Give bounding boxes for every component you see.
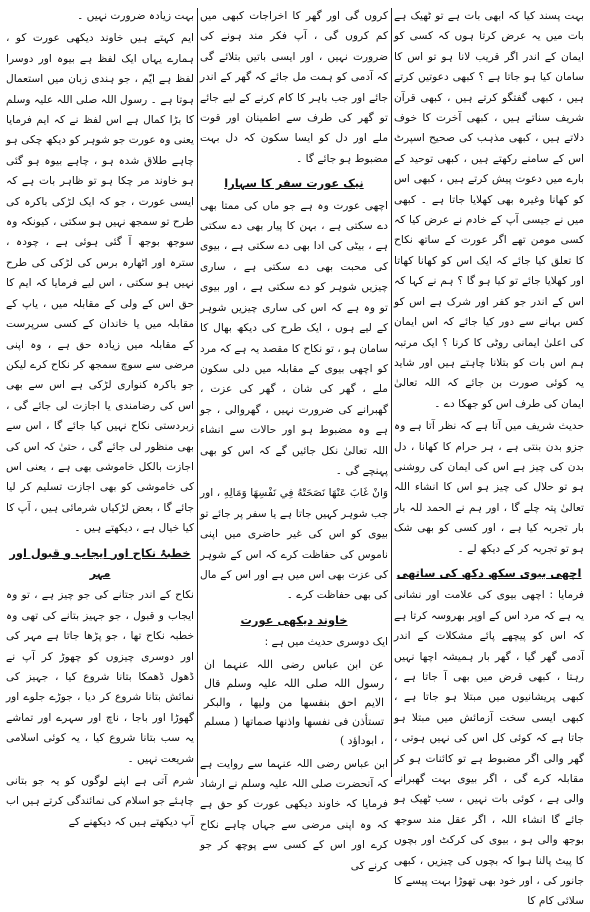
text-column-middle <box>200 6 388 872</box>
paragraph: ابن عباس رضی اللہ عنہما سے روایت ہے کہ آنحضرت صلی اللہ علیہ وسلم نے ارشاد فرمایا کہ خاوند دیکھی عورت کو حق ہے کہ وہ اپنی مرضی سے جہاں چاہے نکاح کرے اور اس کے کسی سے پوچھ کر جو کرنے کی <box>200 757 388 872</box>
column-divider <box>197 8 198 777</box>
paragraph: ایم کہتے ہیں خاوند دیکھی عورت کو ، ہمارے یہاں ایک لفظ ہے بیوہ اور دوسرا لفظ ہے ایّم ، جو ہندی زبان میں استعمال ہوتا ہے ۔ رسول اللہ صلی اللہ علیہ وسلم کا بڑا کمال ہے اس لفظ نے کہ ایم فرمایا یعنی وہ عورت جو شوہر کو دیکھ چکی ہو چاہے طلاق شدہ ہو ، چاہے بیوہ ہو گئی ہو خاوند مر چکا ہو تو ظاہر بات ہے کہ ایسی عورت ، جو کہ ایک لڑکی باکرہ کی طرح تو سمجھ نہیں ہو سکتی ، کیونکہ وہ سوجھ بوجھ آ گئی ہوئی ہے ، چودہ ، سترہ اور اٹھارہ برس کی لڑکی کی طرح نہیں ہو سکتی ، اس لیے فرمایا کہ ایم کا حق اس کے ولی کے مقابلہ میں ، یاپ کے مقابلہ میں یا خاندان کے کسی سرپرست کے مقابلہ میں زیادہ حق ہے ، وہ اپنی مرضی سے سوچ سمجھ کر نکاح کرے لیکن جو باکرہ کنواری لڑکی ہے اس سے بھی اس کی رضامندی یا اجازت لی جائے گی ، زبردستی نکاح نہیں کیا جائے گا ، اس سے بھی منظور لی جائے گی ، حتیٰ کہ اس کی اجازت بالکل خاموشی بھی ہے ، یعنی اس کی خاموشی کو بھی اجازت تسلیم کر لیا جائے گا ، بعض لڑکیاں شرمائی ہیں ، آپ کا کیا خیال ہے ، دیکھتے ہیں ۔ <box>6 32 194 535</box>
paragraph: شرم آتی ہے اپنے لوگوں کو یہ جو بتانی چاہئے جو اسلام کی نمائندگی کرتے ہیں اب آپ دیکھتے ہیں کہ دیکھنے کے <box>6 775 194 828</box>
paragraph: کروں گی اور گھر کا اخراجات کبھی میں کم کروں گی ، آپ فکر مند ہونے کی ضرورت نہیں ، اور ایسی باتیں بتلائے گی کہ آدمی کو ہمت مل جائے کہ گھر کے اندر جائے اور جب باہر کا کام کرنے کے لیے جائے تو گھر کی طرف سے اطمینان اور قوت ملے اور دل کو ایسا سکون کہ دل بہت مضبوط ہو جائے گا ۔ <box>200 10 388 165</box>
hadith-reference: ( مسلم ، ابوداؤد ) <box>204 714 384 747</box>
paragraph: نکاح کے اندر جتانے کی جو چیز ہے ، تو وہ ایجاب و قبول ، جو جہیز بتانے کی تھی وہ خطبہ نکاح تھا ، جو پڑھا جاتا ہے مہر کی اور دوسری چیزوں کو چھوڑ کر آپ نے ڈھول ڈھمکا بتانا شروع کیا ، جہیز کی نمائش بتانا شروع کر دیا ، جوڑے جلوے اور گھوڑا اور باجا ، ناچ اور سہرے اور تماشے یہ سب بتانا شروع کیا ، یہ کوئی اسلامی شریعت نہیں ۔ <box>6 589 194 765</box>
section-heading: خطبۂ نکاح اور ایجاب و قبول اور مہر <box>9 545 191 580</box>
hadith-arabic-text <box>204 655 384 750</box>
text-column-left <box>6 6 194 828</box>
column-divider <box>391 8 392 777</box>
text-column-right <box>394 6 584 908</box>
section-heading: نیک عورت سفر کا سہارا <box>224 176 364 191</box>
paragraph: فرمایا : اچھی بیوی کی علامت اور نشانی یہ ہے کہ مرد اس کے اوپر بھروسہ کرتا ہے کہ اس کو پیچھے پائے مشکلات کے اندر آدمی گھر گیا ، گھر بار ہمیشہ اچھا نہیں رہتا ، کبھی قرض میں بھی آ جاتا ہے ، کبھی پریشانیوں میں مبتلا ہو جاتا ہے ، کبھی ایسی سخت آزمائش میں مبتلا ہو جاتا ہے کہ کوئی کل اس کی نہیں ہوتی ، گھر والی اگر مضبوط ہے تو کائنات ہو کر مقابلہ کرے گی ، اگر بیوی بہت گھبرانے والی ہے ، کوئی بات نہیں ، سب ٹھیک ہو جائے گا انشاء اللہ ، اگر عقل مند سوجھ بوجھ والی ہو ، بیوی کی کرکٹ اور بچوں کا پیٹ پالنا ہوا کہ بچوں کی چیزیں ، کبھی جانور کی ، اور خود بھی تھوڑا بہت پیسے کا سلائی کام کا <box>394 589 584 908</box>
paragraph: بہت زیادہ ضرورت نہیں ۔ <box>77 10 194 22</box>
paragraph: بہت پسند کیا کہ ابھی بات ہے تو ٹھیک ہے بات میں یہ عرض کرتا ہوں کہ کسی کو ایمان کے اندر اگر قریب لانا ہو تو اس کا سامان کیا ہو جاتا ہے ؟ کبھی دعوتیں کرتے ہیں ، کبھی گفتگو کرتے ہیں ، کبھی قرآن شریف سناتے ہیں ، کبھی آخرت کا خوف دلاتے ہیں ، کبھی مذہب کی صحیح اسپرٹ اس کے سامنے رکھتے ہیں ، کبھی توحید کے بارے میں دعوت پیش کرتے ہیں ، کبھی اس کو کھانا وغیرہ بھی کھلایا جاتا ہے ۔ کبھی میں نے جیسی آپ کے خادم نے عرض کیا کہ کسی مومن تھے اگر عورت کے ساتھ نکاح کا تعلق کیا جائے کہ ایک اس کو کھانا کھاتا اور کھلایا جائے تو کیا ہو گا ؟ ہم نے کہا کہ اس کے اندر جو کفر اور شرک ہے اس کو کس بہانے سے دور کیا جائے کہ اس ایمان کی اعلیٰ ایمانی روٹی کا کرنا ؟ ایک مرتبہ ہم اس بات کو بتلانا چاہتے ہیں اور شاید یہ کوئی صورت بن جائے کہ اللہ تعالیٰ ایمان کی طرف اس کو جھکا دے ۔ <box>394 10 584 410</box>
section-heading: خاوند دیکھی عورت <box>240 612 348 627</box>
paragraph: حدیث شریف میں آتا ہے کہ نظر آتا ہے وہ جزو بدن بنتی ہے ، ہر حرام کا کھانا ، دل بدن کی چیز ہے اس کی ایمان کی روشنی ہو تو حلال کی چیز ہو اس کا انشاء اللہ تعالیٰ پتہ چلے گا ، اور ہم نے الحمد للہ بار بار تجربہ کیا ہے ، اور کسی کو بھی شک ہو تو تجربہ کر کے دیکھ لے ۔ <box>394 420 584 555</box>
hadith-text: عن ابن عباس رضی اللہ عنہما ان رسول اللہ صلی اللہ علیہ وسلم قال الایم احق بنفسھا من ولیھا ، والبکر تستأذن فی نفسھا واذنھا صماتھا <box>204 657 384 728</box>
paragraph: اچھی عورت وہ ہے جو ماں کی ممتا بھی دے سکتی ہے ، بہن کا پیار بھی دے سکتی ہے ، بیٹی کی ادا بھی دے سکتی ہے ، بیوی کی محبت بھی دے سکتی ہے ، ساری چیزیں شوہر کو دے سکتی ہے ، اور بیوی تو وہ ہے کہ اس کی ساری چیزیں شوہر کے لیے ہوں ، ایک طرح کی دیکھ بھال کا سامان ہو ، تو نکاح کا مقصد یہ ہے کہ مرد کو اچھی بیوی کے مقابلہ میں دلی سکون ملے ، گھر کی شان ، گھر کی عزت ، گھبرانے کی ضرورت نہیں ، گھروالی ، جو ہے وہ مضبوط ہو اور حالات سے انشاء اللہ تعالیٰ نکل جائیں گے کہ اس کو بھی پہنچے گی ۔ <box>200 199 388 477</box>
section-heading: اچھی بیوی سکھ دکھ کی ساتھی <box>396 565 582 580</box>
paragraph: وَانْ غَابَ عَنْهَا نَصَحَتْهُ فِي نَفْسِهَا وَمَالِهِ ، اور جب شوہر کہیں جاتا ہے یا سفر پر جائے تو بیوی کو اس کی غیر حاضری میں اپنی ناموس کی حفاظت کرے کہ اس کے شوہر کی عزت بھی اس میں ہے اور اس کے مال کی بھی حفاظت کرے ۔ <box>200 487 388 602</box>
paragraph: ایک دوسری حدیث میں ہے : <box>264 636 388 649</box>
